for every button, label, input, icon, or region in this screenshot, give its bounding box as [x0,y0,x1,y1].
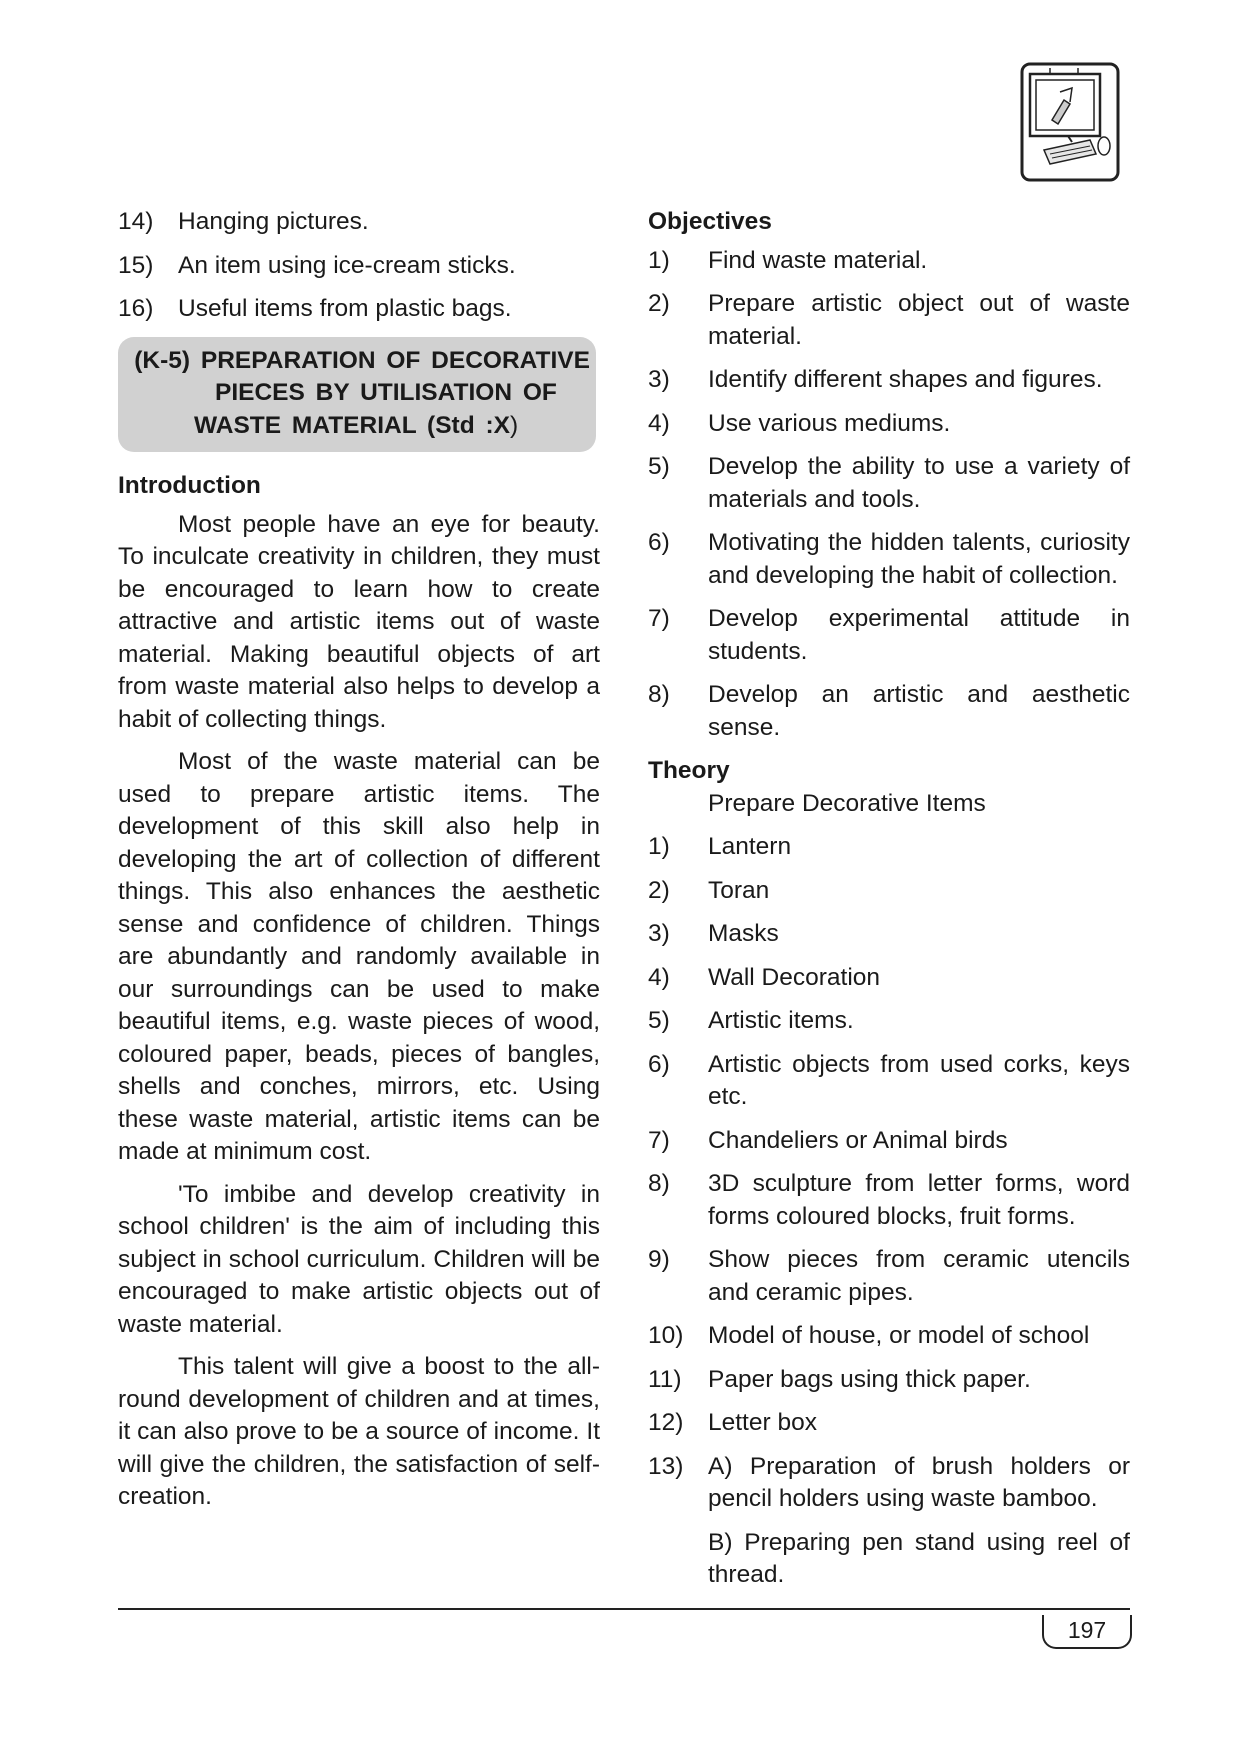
list-item [648,288,1130,353]
list-text: Develop an artistic and aesthetic sense. [708,681,1130,741]
list-number: 11) [648,1365,682,1393]
list-text: Chandeliers or Animal birds [708,1126,1008,1154]
paragraph: This talent will give a boost to the all-round development of children and at times, it can also prove to be a source of income. It will give the children, the satisfaction of self-creation. [118,1353,600,1510]
list-item [648,364,1130,397]
list-text: Identify different shapes and figures. [708,366,1103,393]
list-text: Wall Decoration [708,963,881,991]
list-item [648,1125,1130,1158]
list-item [648,1244,1130,1309]
list-item [648,918,1130,951]
list-item [648,962,1130,995]
list-number: 9) [648,1246,670,1273]
list-item [648,1049,1130,1114]
list-number: 10) [648,1322,684,1349]
objectives-list [648,245,1130,745]
page-number: 197 [1042,1615,1132,1649]
list-text: Motivating the hidden talents, curiosity and developing the habit of collection. [708,529,1130,589]
list-item: 15) An item using ice-cream sticks. [118,251,516,279]
list-item [648,831,1130,864]
list-number: 1) [648,246,670,274]
list-number: 2) [648,876,670,904]
list-number: 8) [648,1170,670,1197]
list-number: 4) [648,963,670,991]
right-column [648,206,1130,1592]
list-number: 7) [648,1126,670,1154]
section-title-line: (K-5) PREPARATION OF DECORATIVE [134,346,590,374]
list-text: Use various mediums. [708,409,951,437]
list-item [648,1168,1130,1233]
list-text: Find waste material. [708,246,928,274]
list-number: 2) [648,290,670,317]
list-item [648,1407,1130,1440]
section-title-box [118,337,596,453]
section-title-line: PIECES BY UTILISATION OF [215,379,557,406]
list-item [648,245,1130,278]
objectives-heading: Objectives [648,208,772,235]
list-item: 14) Hanging pictures. [118,208,369,235]
list-number: 6) [648,529,670,556]
list-number: 4) [648,409,670,437]
list-item [648,603,1130,668]
list-text: Prepare artistic object out of waste material. [708,290,1130,350]
list-item [648,1451,1130,1516]
list-number: 5) [648,453,670,480]
list-number: 6) [648,1050,670,1078]
introduction-heading: Introduction [118,472,261,499]
list-item [648,1320,1130,1353]
paragraph: 'To imbibe and develop creativity in school children' is the aim of including this subject in school curriculum. Children will be encouraged to make artistic objects out of waste material. [118,1180,600,1338]
list-item [648,408,1130,441]
list-number: 5) [648,1007,670,1034]
section-title-line: WASTE MATERIAL (Std :X) [194,411,519,439]
list-number: 12) [648,1409,684,1436]
list-text: Letter box [708,1409,817,1436]
list-number: 3) [648,366,670,393]
theory-list [648,831,1130,1516]
list-text: Show pieces from ceramic utencils and ceramic pipes. [708,1246,1130,1306]
list-item [648,875,1130,908]
list-text: Lantern [708,833,792,860]
list-text: Develop experimental attitude in students. [708,605,1130,665]
list-text: Toran [708,876,770,904]
list-text: Model of house, or model of school [708,1322,1090,1349]
list-item-13b: B) Preparing pen stand using reel of thread. [708,1528,1130,1588]
theory-subheading: Prepare Decorative Items [708,789,986,817]
list-number: 8) [648,681,670,708]
paragraph: Most of the waste material can be used to prepare artistic items. The development of this skill also help in developing the art of collection of different things. This also enhances the aesthetic sense and confidence of children. Things are abundantly and randomly available in our surroundings can be used to make beautiful items, e.g. waste pieces of wood, coloured paper, beads, pieces of bangles, shells and conches, mirrors, etc. Using these waste material, artistic items can be made at minimum cost. [118,748,600,1165]
list-item [648,679,1130,744]
list-item: 16) Useful items from plastic bags. [118,295,512,322]
computer-drawing-icon [1020,62,1120,182]
list-text: Develop the ability to use a variety of materials and tools. [708,453,1130,513]
paragraph: Most people have an eye for beauty. To inculcate creativity in children, they must be encouraged to learn how to create attractive and artistic items out of waste material. Making beautiful objects of art from waste material also helps to develop a habit of collecting things. [118,510,600,733]
list-number: 1) [648,833,670,860]
list-number: 3) [648,920,670,947]
list-text: Artistic items. [708,1007,854,1034]
left-column [118,206,600,1524]
list-text: A) Preparation of brush holders or pencil holders using waste bamboo. [708,1452,1130,1512]
list-item [648,1364,1130,1397]
list-item [648,527,1130,592]
list-number: 7) [648,605,670,632]
list-text: Paper bags using thick paper. [708,1365,1031,1393]
list-text: Masks [708,920,779,947]
list-number: 13) [648,1452,684,1480]
list-text: 3D sculpture from letter forms, word forms coloured blocks, fruit forms. [708,1170,1130,1230]
list-item [648,1005,1130,1038]
list-text: Artistic objects from used corks, keys etc. [708,1050,1130,1110]
list-item [648,451,1130,516]
theory-heading: Theory [648,757,730,784]
footer-rule [118,1608,1130,1610]
